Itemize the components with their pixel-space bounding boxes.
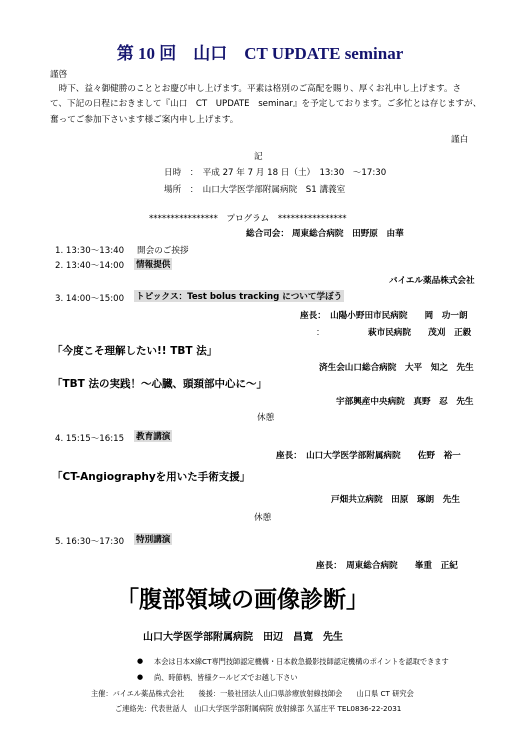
item-5-chair: 座長： 周東総合病院 峯重 正紀 xyxy=(316,561,458,571)
talk-3-speaker: 戸畑共立病院 田原 琢朗 先生 xyxy=(331,495,460,505)
note-1: 本会は日本X線CT専門技師認定機構・日本救急撮影技師認定機構のポイントを認取できます xyxy=(154,657,449,666)
talk-1-speaker: 済生会山口総合病院 大平 知之 先生 xyxy=(319,363,474,373)
item-4-time: 4. 15:15～16:15 xyxy=(55,434,125,444)
note-bullet-2-icon: ● xyxy=(137,673,144,681)
date-line: 日時 ： 平成 27 年 7 月 18 日（土） 13:30 ～17:30 xyxy=(164,168,387,178)
greeting-line-2: て、下記の日程におきまして『山口 CT UPDATE seminar』を予定しております。ご多忙とは存じますが、 xyxy=(50,99,482,109)
item-3-time: 3. 14:00～15:00 xyxy=(55,294,125,304)
talk-2-speaker: 宇部興産中央病院 真野 忍 先生 xyxy=(336,397,474,407)
greeting-line-1: 時下、益々御健勝のこととお慶び申し上げます。平素は格別のご高配を賜り、厚くお礼申し上げます。さ xyxy=(50,84,462,94)
closing: 謹白 xyxy=(451,135,469,145)
item-1-time: 1. 13:30～13:40 xyxy=(55,246,125,256)
program-header: **************** プログラム **************** xyxy=(149,214,347,224)
item-3-chair-2: 萩市民病院 茂刈 正毅 xyxy=(368,328,472,338)
item-2-org: バイエル薬品株式会社 xyxy=(389,276,475,286)
item-5-time: 5. 16:30～17:30 xyxy=(55,537,125,547)
item-3-chair-2-colon: ： xyxy=(316,328,325,338)
item-4-title: 教育講演 xyxy=(136,432,171,442)
item-5-title: 特別講演 xyxy=(136,535,171,545)
break-1: 休憩 xyxy=(257,413,275,423)
talk-1-title: 「今度こそ理解したい!! TBT 法」 xyxy=(52,345,218,357)
note-bullet-1-icon: ● xyxy=(137,657,144,665)
ki-label: 記 xyxy=(254,152,263,162)
item-2-time: 2. 13:40～14:00 xyxy=(55,261,125,271)
sponsor-line: 主催：バイエル薬品株式会社 後援：一般社団法人山口県診療放射線技師会 山口県 CT 研究会 xyxy=(91,689,414,698)
item-2-title: 情報提供 xyxy=(136,260,171,270)
item-3-title: トピックス：Test bolus tracking について学ぼう xyxy=(136,292,343,302)
note-2: 尚、時節柄、皆様クールビズでお越し下さい xyxy=(154,673,298,682)
item-1-title: 開会のご挨拶 xyxy=(137,246,189,256)
talk-2-title: 「TBT 法の実践！～心臓、頭頚部中心に～」 xyxy=(52,378,267,390)
talk-3-title: 「CT-Angiographyを用いた手術支援」 xyxy=(52,471,251,483)
contact-line: ご連絡先：代表世話人 山口大学医学部附属病院 放射線部 久冨庄平 TEL0836-22-2031 xyxy=(115,704,402,713)
greeting-line-3: 奮ってご参加下さいます様ご案内申し上げます。 xyxy=(50,115,239,125)
place-line: 場所 ： 山口大学医学部附属病院 S1 講義室 xyxy=(164,185,346,195)
special-lecture-title: 「腹部領域の画像診断」 xyxy=(116,587,369,613)
greeting-head: 謹啓 xyxy=(50,70,68,80)
item-4-chair: 座長： 山口大学医学部附属病院 佐野 裕一 xyxy=(276,451,461,461)
overall-chair: 総合司会： 周東総合病院 田野原 由華 xyxy=(246,229,404,239)
break-2: 休憩 xyxy=(254,513,272,523)
item-3-chair-1: 座長： 山陽小野田市民病院 岡 功一朗 xyxy=(300,311,468,321)
page-title: 第 10 回 山口 CT UPDATE seminar xyxy=(116,44,404,63)
special-lecture-speaker: 山口大学医学部附属病院 田辺 昌寛 先生 xyxy=(143,632,343,643)
